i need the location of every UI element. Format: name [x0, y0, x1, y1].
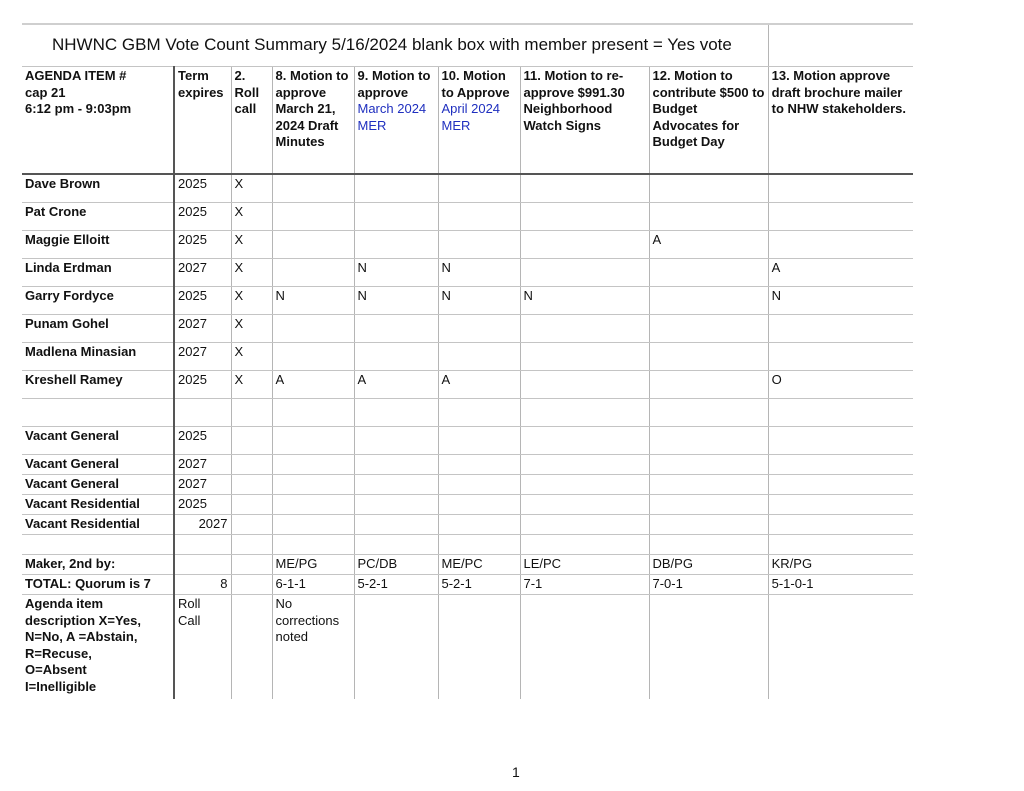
item-9-label: 9. Motion to approve — [357, 68, 431, 100]
empty-cell — [174, 555, 231, 575]
vote-cell: A — [768, 259, 913, 287]
vacancy-row — [22, 515, 913, 535]
vacancy-name: Vacant General — [22, 475, 174, 495]
term-cell: 2025 — [174, 371, 231, 399]
empty-cell — [438, 595, 520, 700]
vote-cell — [768, 315, 913, 343]
vote-cell — [520, 343, 649, 371]
member-name: Pat Crone — [22, 203, 174, 231]
header-item-11: 11. Motion to re-approve $991.30 Neighborhood Watch Signs — [520, 67, 649, 175]
header-roll-call: 2. Roll call — [231, 67, 272, 175]
empty-cell — [438, 495, 520, 515]
maker-label: Maker, 2nd by: — [22, 555, 174, 575]
empty-cell — [520, 427, 649, 455]
vote-cell — [438, 174, 520, 203]
vote-cell: N — [354, 287, 438, 315]
vote-cell — [768, 174, 913, 203]
vote-cell: N — [768, 287, 913, 315]
item-10-label: 10. Motion to Approve — [441, 68, 510, 100]
maker-cell: LE/PC — [520, 555, 649, 575]
total-cell: 5-1-0-1 — [768, 575, 913, 595]
vote-cell: A — [354, 371, 438, 399]
total-cell: 7-0-1 — [649, 575, 768, 595]
empty-cell — [272, 427, 354, 455]
vote-cell — [649, 371, 768, 399]
vote-cell — [272, 231, 354, 259]
empty-cell — [231, 475, 272, 495]
roll-call-note — [174, 595, 231, 700]
vote-cell — [438, 231, 520, 259]
term-cell: 2025 — [174, 495, 231, 515]
header-item-8: 8. Motion to approve March 21, 2024 Draft Minutes — [272, 67, 354, 175]
vote-cell — [354, 343, 438, 371]
vote-cell — [649, 174, 768, 203]
member-name: Kreshell Ramey — [22, 371, 174, 399]
empty-cell — [520, 455, 649, 475]
empty-cell — [438, 475, 520, 495]
empty-cell — [649, 399, 768, 427]
note-line: Call — [178, 612, 201, 628]
roll-cell: X — [231, 259, 272, 287]
roll-cell: X — [231, 315, 272, 343]
title-row — [22, 24, 913, 67]
term-cell: 2027 — [174, 455, 231, 475]
member-name: Madlena Minasian — [22, 343, 174, 371]
note-line: Roll — [178, 596, 201, 611]
legend-line: O=Absent — [25, 662, 87, 677]
vote-cell: N — [438, 287, 520, 315]
roll-cell: X — [231, 174, 272, 203]
empty-cell — [231, 495, 272, 515]
table-title: NHWNC GBM Vote Count Summary 5/16/2024 blank box with member present = Yes vote — [22, 24, 768, 67]
table-row — [22, 203, 913, 231]
title-empty-cell — [768, 24, 913, 67]
vacancy-row — [22, 427, 913, 455]
vote-cell — [272, 203, 354, 231]
vote-cell: N — [272, 287, 354, 315]
header-item-12: 12. Motion to contribute $500 to Budget Advocates for Budget Day — [649, 67, 768, 175]
empty-cell — [520, 495, 649, 515]
vote-cell — [354, 203, 438, 231]
vote-cell — [520, 315, 649, 343]
empty-cell — [354, 515, 438, 535]
empty-cell — [354, 595, 438, 700]
maker-cell: PC/DB — [354, 555, 438, 575]
header-item-9 — [354, 67, 438, 175]
total-count: 8 — [174, 575, 231, 595]
vote-cell — [354, 231, 438, 259]
empty-cell — [354, 455, 438, 475]
empty-cell — [649, 427, 768, 455]
roll-cell: X — [231, 343, 272, 371]
total-cell: 5-2-1 — [438, 575, 520, 595]
empty-cell — [354, 427, 438, 455]
maker-cell: ME/PG — [272, 555, 354, 575]
note-line: No — [275, 596, 293, 611]
term-cell: 2025 — [174, 203, 231, 231]
term-cell: 2027 — [174, 315, 231, 343]
item-10-link-text: April 2024 MER — [441, 101, 501, 133]
vote-cell — [768, 343, 913, 371]
empty-cell — [768, 475, 913, 495]
term-cell: 2025 — [174, 427, 231, 455]
empty-cell — [520, 595, 649, 700]
empty-cell — [272, 475, 354, 495]
note-line: corrections — [275, 612, 340, 628]
vote-cell — [520, 371, 649, 399]
empty-cell — [768, 399, 913, 427]
empty-cell — [272, 399, 354, 427]
vote-cell — [649, 203, 768, 231]
vote-cell: N — [520, 287, 649, 315]
agenda-item-line: AGENDA ITEM # — [25, 68, 127, 83]
total-cell: 6-1-1 — [272, 575, 354, 595]
vote-cell — [272, 343, 354, 371]
header-row — [22, 67, 913, 175]
empty-cell — [231, 555, 272, 575]
empty-cell — [520, 515, 649, 535]
vote-cell — [768, 203, 913, 231]
maker-row — [22, 555, 913, 575]
empty-cell — [231, 595, 272, 700]
empty-cell — [354, 535, 438, 555]
empty-cell — [649, 535, 768, 555]
empty-cell — [22, 535, 174, 555]
maker-cell: KR/PG — [768, 555, 913, 575]
member-name: Garry Fordyce — [22, 287, 174, 315]
legend-line: description X=Yes, — [25, 612, 141, 628]
legend-line: Agenda item — [25, 596, 104, 611]
vacancy-name: Vacant General — [22, 427, 174, 455]
vacancy-row — [22, 455, 913, 475]
empty-cell — [768, 595, 913, 700]
term-cell: 2027 — [174, 343, 231, 371]
vote-cell — [272, 259, 354, 287]
empty-cell — [768, 427, 913, 455]
empty-cell — [438, 455, 520, 475]
vote-cell — [272, 174, 354, 203]
total-label: TOTAL: Quorum is 7 — [22, 575, 174, 595]
empty-cell — [438, 399, 520, 427]
vote-cell — [520, 259, 649, 287]
legend-cell — [22, 595, 174, 700]
empty-cell — [231, 575, 272, 595]
legend-line: R=Recuse, — [25, 645, 92, 661]
vote-cell: A — [272, 371, 354, 399]
agenda-cap-line: cap 21 — [25, 84, 66, 100]
vote-cell — [768, 231, 913, 259]
vacancy-row — [22, 495, 913, 515]
table-row — [22, 343, 913, 371]
maker-cell: ME/PC — [438, 555, 520, 575]
roll-cell: X — [231, 287, 272, 315]
legend-line: I=Inelligible — [25, 678, 97, 694]
roll-cell: X — [231, 203, 272, 231]
maker-cell: DB/PG — [649, 555, 768, 575]
empty-cell — [649, 455, 768, 475]
vacancy-row — [22, 475, 913, 495]
blank-row — [22, 399, 913, 427]
header-agenda-item — [22, 67, 174, 175]
empty-cell — [174, 399, 231, 427]
header-item-10 — [438, 67, 520, 175]
total-cell: 7-1 — [520, 575, 649, 595]
empty-cell — [354, 475, 438, 495]
vote-cell — [272, 315, 354, 343]
total-cell: 5-2-1 — [354, 575, 438, 595]
term-cell: 2027 — [174, 515, 231, 535]
roll-cell: X — [231, 231, 272, 259]
table-row — [22, 259, 913, 287]
item-8-note — [272, 595, 354, 700]
term-cell: 2025 — [174, 287, 231, 315]
empty-cell — [438, 515, 520, 535]
blank-row — [22, 535, 913, 555]
vote-cell — [438, 203, 520, 231]
vacancy-name: Vacant General — [22, 455, 174, 475]
empty-cell — [231, 515, 272, 535]
table-row — [22, 315, 913, 343]
term-cell: 2027 — [174, 259, 231, 287]
empty-cell — [520, 535, 649, 555]
empty-cell — [438, 427, 520, 455]
empty-cell — [649, 475, 768, 495]
empty-cell — [231, 427, 272, 455]
empty-cell — [272, 495, 354, 515]
vote-cell: N — [354, 259, 438, 287]
empty-cell — [231, 535, 272, 555]
vote-cell — [649, 343, 768, 371]
empty-cell — [272, 515, 354, 535]
vote-cell — [354, 315, 438, 343]
header-item-13: 13. Motion approve draft brochure mailer to NHW stakeholders. — [768, 67, 913, 175]
vacancy-name: Vacant Residential — [22, 495, 174, 515]
roll-cell: X — [231, 371, 272, 399]
vote-cell — [520, 203, 649, 231]
empty-cell — [768, 515, 913, 535]
table-row — [22, 287, 913, 315]
empty-cell — [272, 535, 354, 555]
item-9-link-text: March 2024 MER — [357, 101, 427, 133]
vote-cell: N — [438, 259, 520, 287]
empty-cell — [354, 495, 438, 515]
term-cell: 2027 — [174, 475, 231, 495]
empty-cell — [768, 495, 913, 515]
legend-line: N=No, A =Abstain, — [25, 629, 138, 644]
empty-cell — [520, 475, 649, 495]
member-name: Dave Brown — [22, 174, 174, 203]
vote-cell — [354, 174, 438, 203]
vote-cell — [438, 315, 520, 343]
vote-cell — [520, 174, 649, 203]
empty-cell — [272, 455, 354, 475]
vote-count-table — [22, 23, 913, 699]
vote-cell: A — [649, 231, 768, 259]
vote-cell: O — [768, 371, 913, 399]
empty-cell — [649, 515, 768, 535]
agenda-time-line: 6:12 pm - 9:03pm — [25, 101, 132, 116]
vacancy-name: Vacant Residential — [22, 515, 174, 535]
empty-cell — [768, 455, 913, 475]
term-cell: 2025 — [174, 174, 231, 203]
empty-cell — [649, 495, 768, 515]
table-row — [22, 371, 913, 399]
empty-cell — [520, 399, 649, 427]
empty-cell — [354, 399, 438, 427]
vote-cell: A — [438, 371, 520, 399]
total-row — [22, 575, 913, 595]
empty-cell — [174, 535, 231, 555]
vote-cell — [438, 343, 520, 371]
empty-cell — [438, 535, 520, 555]
table-row — [22, 231, 913, 259]
vote-cell — [520, 231, 649, 259]
empty-cell — [649, 595, 768, 700]
vote-cell — [649, 287, 768, 315]
empty-cell — [768, 535, 913, 555]
vote-cell — [649, 259, 768, 287]
header-term-expires: Term expires — [174, 67, 231, 175]
member-name: Punam Gohel — [22, 315, 174, 343]
member-name: Maggie Elloitt — [22, 231, 174, 259]
table-row — [22, 174, 913, 203]
member-name: Linda Erdman — [22, 259, 174, 287]
empty-cell — [231, 455, 272, 475]
empty-cell — [22, 399, 174, 427]
term-cell: 2025 — [174, 231, 231, 259]
page-number: 1 — [512, 764, 520, 780]
description-row — [22, 595, 913, 700]
vote-cell — [649, 315, 768, 343]
empty-cell — [231, 399, 272, 427]
note-line: noted — [275, 629, 309, 644]
